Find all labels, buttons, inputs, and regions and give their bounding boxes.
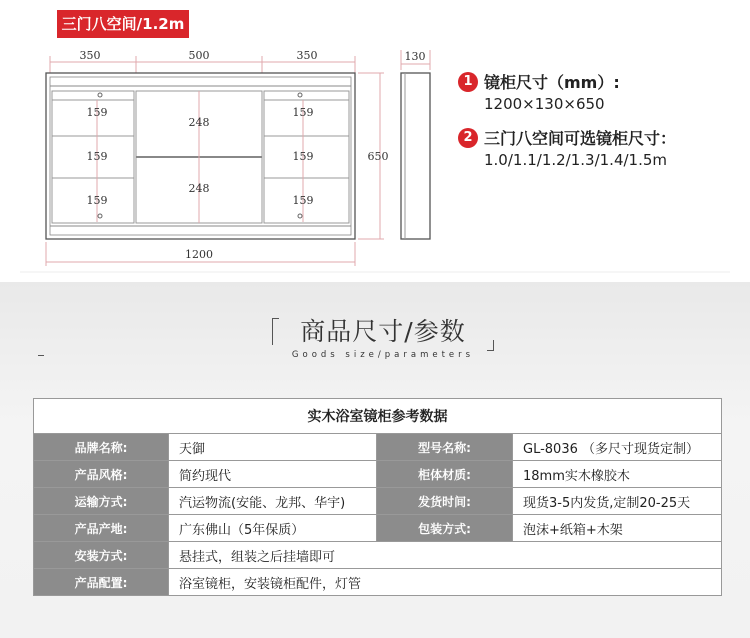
section-title-text: 商品尺寸/参数 bbox=[300, 317, 466, 346]
number-2-badge: 2 bbox=[458, 128, 478, 148]
value-cell: 天御 bbox=[169, 434, 377, 461]
width-label-right: 350 bbox=[296, 49, 318, 62]
table-row bbox=[34, 569, 722, 596]
shelf-height-label: 159 bbox=[292, 150, 314, 163]
parameters-section bbox=[0, 282, 750, 638]
total-width-label: 1200 bbox=[185, 248, 213, 261]
label-cell: 柜体材质: bbox=[377, 461, 513, 488]
label-cell: 产品产地: bbox=[34, 515, 169, 542]
decor-dash bbox=[38, 355, 44, 356]
value-cell: GL-8036 （多尺寸现货定制） bbox=[513, 434, 722, 461]
note-size-heading: 镜柜尺寸（mm）: bbox=[484, 73, 620, 92]
section-title bbox=[272, 312, 494, 368]
shelf-height-label: 159 bbox=[292, 106, 314, 119]
label-cell: 安装方式: bbox=[34, 542, 169, 569]
value-cell: 广东佛山（5年保质） bbox=[169, 515, 377, 542]
value-cell: 汽运物流(安能、龙邦、华宇) bbox=[169, 488, 377, 515]
label-cell: 产品配置: bbox=[34, 569, 169, 596]
shelf-height-label: 159 bbox=[86, 106, 108, 119]
label-cell: 品牌名称: bbox=[34, 434, 169, 461]
label-cell: 型号名称: bbox=[377, 434, 513, 461]
note-options-value: 1.0/1.1/1.2/1.3/1.4/1.5m bbox=[484, 151, 668, 169]
table-caption: 实木浴室镜柜参考数据 bbox=[34, 399, 722, 434]
table-row bbox=[34, 542, 722, 569]
value-cell: 简约现代 bbox=[169, 461, 377, 488]
note-options-heading: 三门八空间可选镜柜尺寸： bbox=[484, 129, 677, 148]
table-row bbox=[34, 488, 722, 515]
title-badge: 三门八空间/1.2m bbox=[57, 10, 189, 38]
depth-label: 130 bbox=[404, 50, 426, 63]
value-cell: 现货3-5内发货,定制20-25天 bbox=[513, 488, 722, 515]
width-label-middle: 500 bbox=[188, 49, 210, 62]
parameters-table bbox=[33, 398, 722, 596]
shelf-height-label: 159 bbox=[292, 194, 314, 207]
value-cell: 泡沫+纸箱+木架 bbox=[513, 515, 722, 542]
note-size bbox=[458, 70, 620, 93]
middle-height-label: 248 bbox=[188, 116, 210, 129]
label-cell: 产品风格: bbox=[34, 461, 169, 488]
diagram-section bbox=[0, 0, 750, 282]
value-cell: 悬挂式，组装之后挂墙即可 bbox=[169, 542, 722, 569]
label-cell: 发货时间: bbox=[377, 488, 513, 515]
value-cell: 浴室镜柜，安装镜柜配件，灯管 bbox=[169, 569, 722, 596]
section-subtitle: Goods size/parameters bbox=[291, 350, 475, 360]
middle-height-label: 248 bbox=[188, 182, 210, 195]
shelf-height-label: 159 bbox=[86, 150, 108, 163]
table-row bbox=[34, 434, 722, 461]
value-cell: 18mm实木橡胶木 bbox=[513, 461, 722, 488]
number-1-badge: 1 bbox=[458, 72, 478, 92]
table-row bbox=[34, 515, 722, 542]
height-label: 650 bbox=[367, 150, 389, 163]
table-row bbox=[34, 461, 722, 488]
note-options bbox=[458, 126, 676, 149]
width-label-left: 350 bbox=[79, 49, 101, 62]
shelf-height-label: 159 bbox=[86, 194, 108, 207]
label-cell: 运输方式: bbox=[34, 488, 169, 515]
note-size-value: 1200×130×650 bbox=[484, 95, 605, 113]
label-cell: 包装方式: bbox=[377, 515, 513, 542]
